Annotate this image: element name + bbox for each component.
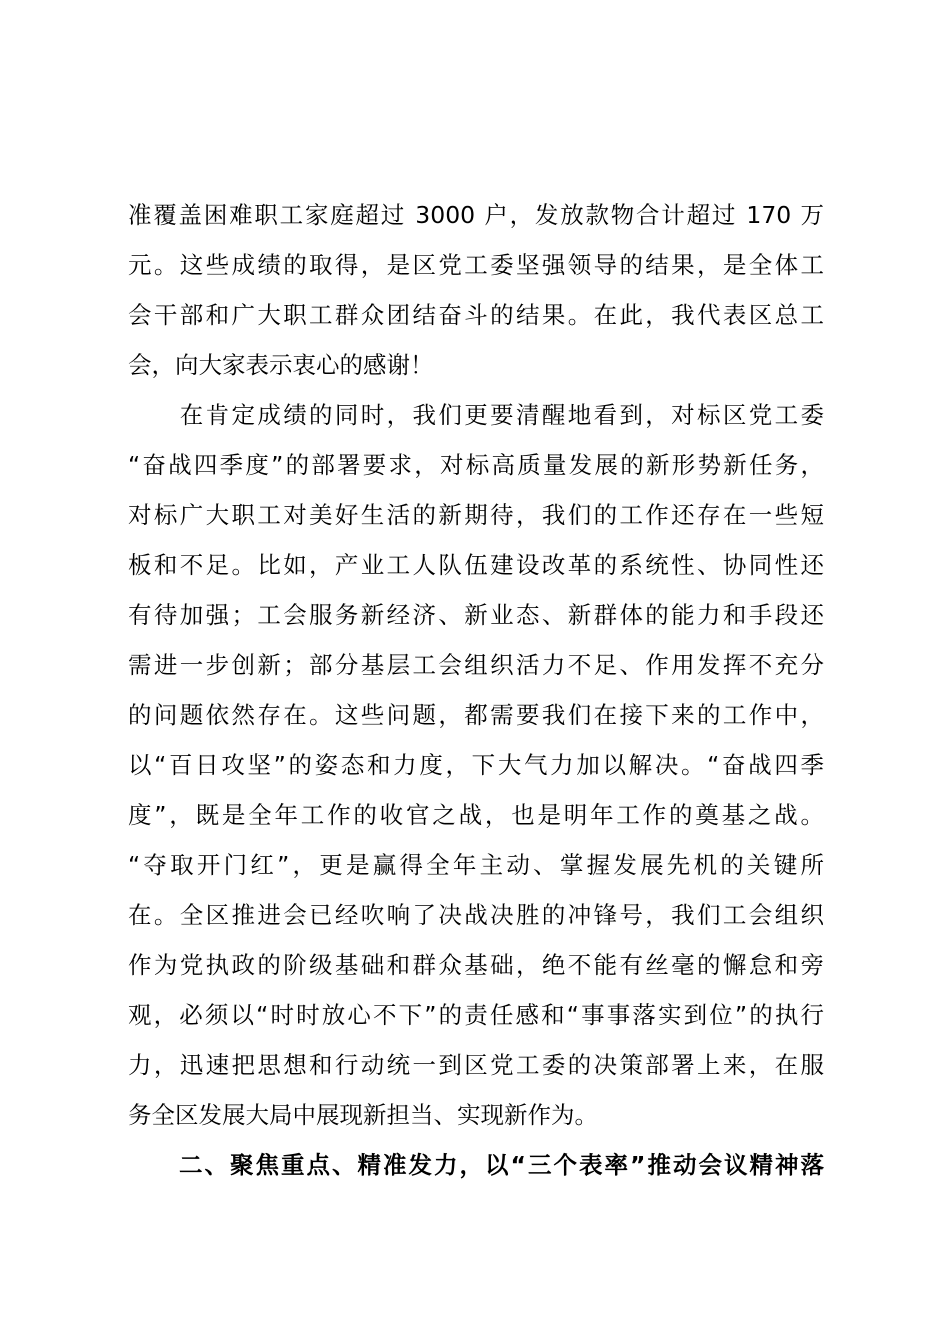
- text-line: 以“百日攻坚”的姿态和力度，下大气力加以解决。“奋战四季: [128, 751, 824, 779]
- text-line: 观，必须以“时时放心不下”的责任感和“事事落实到位”的执行: [128, 1001, 824, 1029]
- text-line: 在。全区推进会已经吹响了决战决胜的冲锋号，我们工会组织: [128, 901, 824, 929]
- text-line: 的问题依然存在。这些问题，都需要我们在接下来的工作中，: [128, 701, 824, 729]
- text-line: 会干部和广大职工群众团结奋斗的结果。在此，我代表区总工: [128, 301, 824, 329]
- text-line: 务全区发展大局中展现新担当、实现新作为。: [128, 1101, 598, 1129]
- section-heading: 二、聚焦重点、精准发力，以“三个表率”推动会议精神落: [128, 1151, 824, 1179]
- text-line: “奋战四季度”的部署要求，对标高质量发展的新形势新任务，: [128, 451, 824, 479]
- text-line: 准覆盖困难职工家庭超过 3000 户，发放款物合计超过 170 万: [128, 201, 824, 229]
- text-line: 元。这些成绩的取得，是区党工委坚强领导的结果，是全体工: [128, 251, 824, 279]
- text-line: 会，向大家表示衷心的感谢！: [128, 351, 434, 379]
- text-line: 力，迅速把思想和行动统一到区党工委的决策部署上来，在服: [128, 1051, 824, 1079]
- text-line: 板和不足。比如，产业工人队伍建设改革的系统性、协同性还: [128, 551, 824, 579]
- document-page: [128, 190, 824, 1190]
- text-line: “夺取开门红”，更是赢得全年主动、掌握发展先机的关键所: [128, 851, 824, 879]
- text-line: 对标广大职工对美好生活的新期待，我们的工作还存在一些短: [128, 501, 824, 529]
- text-line: 有待加强；工会服务新经济、新业态、新群体的能力和手段还: [128, 601, 824, 629]
- text-line: 在肯定成绩的同时，我们更要清醒地看到，对标区党工委: [128, 401, 824, 429]
- text-line: 需进一步创新；部分基层工会组织活力不足、作用发挥不充分: [128, 651, 824, 679]
- text-line: 作为党执政的阶级基础和群众基础，绝不能有丝毫的懈怠和旁: [128, 951, 824, 979]
- text-line: 度”，既是全年工作的收官之战，也是明年工作的奠基之战。: [128, 801, 824, 829]
